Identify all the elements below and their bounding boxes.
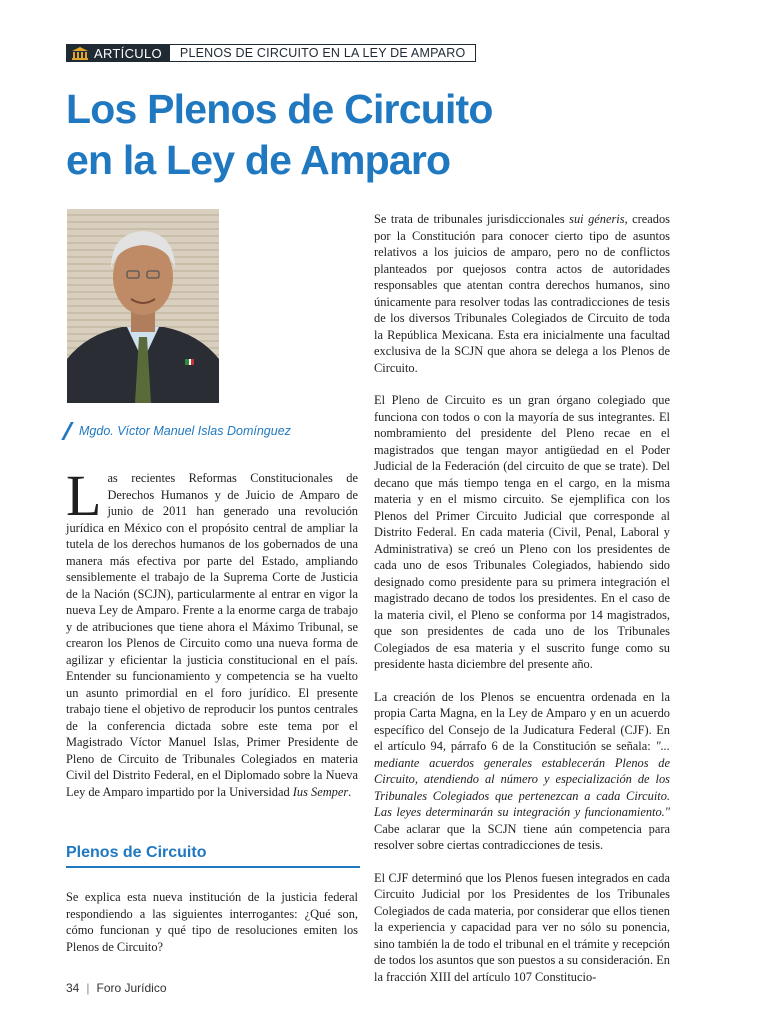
publication-name: Foro Jurídico <box>96 981 167 995</box>
rp1-b: , creados por la Constitución para conocer cierto tipo de asuntos relativos a los juicios de amparo, pero no de conflictos planteados por quejosos contra actos de autoridades responsables que atentan contra derechos humanos, sino únicamente para resolver todas las contradicciones de tesis de los diversos Tribunales Colegiados de Circuito de toda la República Mexicana. Esta era inicialmente una facultad exclusiva de la SCJN que ahora se delega a los Plenos de Circuito. <box>374 212 670 375</box>
right-paragraph-2: El Pleno de Circuito es un gran órgano colegiado que funciona con todos o con la mayoría de sus integrantes. El nombramiento del presidente del Pleno recae en el magistrados que tengan mayor antigüedad en el Poder Judicial de la Federación (del circuito de que se trate). Del decano que más tiempo tenga en el cargo, en la misma materia y en el mismo circuito. Se ejemplifica con los Plenos del Primer Circuito Judicial que corresponde al Distrito Federal. En cada materia (Civil, Penal, Laboral y Administrativa) se creó un Pleno con los presidentes de cada uno de esos Tribunales Colegiados, habiendo sido designado como presidente para su primera integración el magistrado decano de todos los presidentes. En el caso de la materia civil, el Pleno se conforma por 14 magistrados, que son presidentes de cada uno de los Tribunales Colegiados de esa materia y el suscrito funge como su presidente hasta diciembre del presente año. <box>374 393 670 671</box>
left-column-intro <box>66 463 358 800</box>
page-footer: 34 | Foro Jurídico <box>66 981 167 995</box>
drop-cap: L <box>66 463 102 528</box>
intro-paragraph <box>66 463 358 800</box>
right-paragraph-4: El CJF determinó que los Plenos fuesen integrados en cada Circuito Judicial por los Presidentes de los Tribunales Colegiados de cada materia, por considerar que ellos tienen la experiencia y capacidad para ver no sólo su ponencia, sino también la de todo el tribunal en el trámite y recepción de todos los asuntos que son puestos a su consideración. En la fracción XIII del artículo 107 Constitucio- <box>374 870 670 984</box>
rp1-a: Se trata de tribunales jurisdiccionales <box>374 212 570 226</box>
title-line-2: en la Ley de Amparo <box>66 137 451 183</box>
page-number: 34 <box>66 981 80 995</box>
intro-text-a: as recientes Reformas Constitucionales de Derechos Humanos y de Juicio de Amparo de junio de 2011 han generado una revolución jurídica en México con el propósito central de ampliar la tutela de los derechos humanos de los gobernados de una manera más efectiva por parte del Estado, ampliando sensiblemente el trabajo de la Suprema Corte de Justicia de la Nación (SCJN), particularmente al entrar en vigor la nueva Ley de Amparo. Frente a la enorme carga de trabajo y de atribuciones que tiene ahora el Máximo Tribunal, se crearon los Plenos de Circuito como una nueva forma de agilizar y eficientar la justicia constitucional en el país. Entender su funcionamiento y competencia se ha vuelto un asunto primordial en el foro jurídico. El presente trabajo tiene el objetivo de reproducir los puntos centrales de la conferencia dictada sobre este tema por el Magistrado Víctor Manuel Islas, Primer Presidente de Pleno de Circuito de Tribunales Colegiados en materia Civil del Distrito Federal, en el Diplomado sobre la Nueva Ley de Amparo impartido por la Universidad <box>66 471 358 799</box>
subheading-text: Plenos de Circuito <box>66 844 207 861</box>
right-paragraph-3 <box>374 689 670 854</box>
intro-text-em: Ius Semper <box>292 784 349 799</box>
right-column <box>374 211 670 985</box>
photo-caption-text: Mgdo. Víctor Manuel Islas Domínguez <box>79 424 291 438</box>
columns-building-icon <box>72 47 88 60</box>
article-header-bar <box>66 44 476 62</box>
author-photo <box>67 209 219 403</box>
left-paragraph-2: Se explica esta nueva institución de la justicia federal respondiendo a las siguientes interrogantes: ¿Qué son, cómo funcionan y qué tipo de resoluciones emiten los Plenos de Circuito? <box>66 890 358 954</box>
rp3-em: "... mediante acuerdos generales establecerán Plenos de Circuito, atendiendo al número y especialización de los Tribunales Colegiados que pertenezcan a cada Circuito. Las leyes determinarán su integración y funcionamiento." <box>374 739 670 819</box>
slash-icon <box>61 422 74 440</box>
rp3-b: Cabe aclarar que la SCJN tiene aún competencia para resolver sobre ciertas contradicciones de tesis. <box>374 821 670 852</box>
article-tag <box>66 44 170 62</box>
right-paragraph-1 <box>374 211 670 376</box>
rp3-a: La creación de los Plenos se encuentra ordenada en la propia Carta Magna, en la Ley de Amparo y en un acuerdo específico del Consejo de la Judicatura Federal (CJF). En el artículo 94, párrafo 6 de la Constitución se señala: <box>374 689 670 753</box>
article-tag-label: ARTÍCULO <box>94 45 162 61</box>
section-name: PLENOS DE CIRCUITO EN LA LEY DE AMPARO <box>170 44 476 62</box>
rp1-em: sui géneris <box>569 212 625 226</box>
photo-caption <box>66 422 291 440</box>
left-column-bottom <box>66 889 358 955</box>
portrait-illustration <box>67 209 219 403</box>
article-title <box>66 84 536 186</box>
section-subheading <box>66 844 360 868</box>
title-line-1: Los Plenos de Circuito <box>66 86 493 132</box>
intro-text-b: . <box>348 784 352 799</box>
